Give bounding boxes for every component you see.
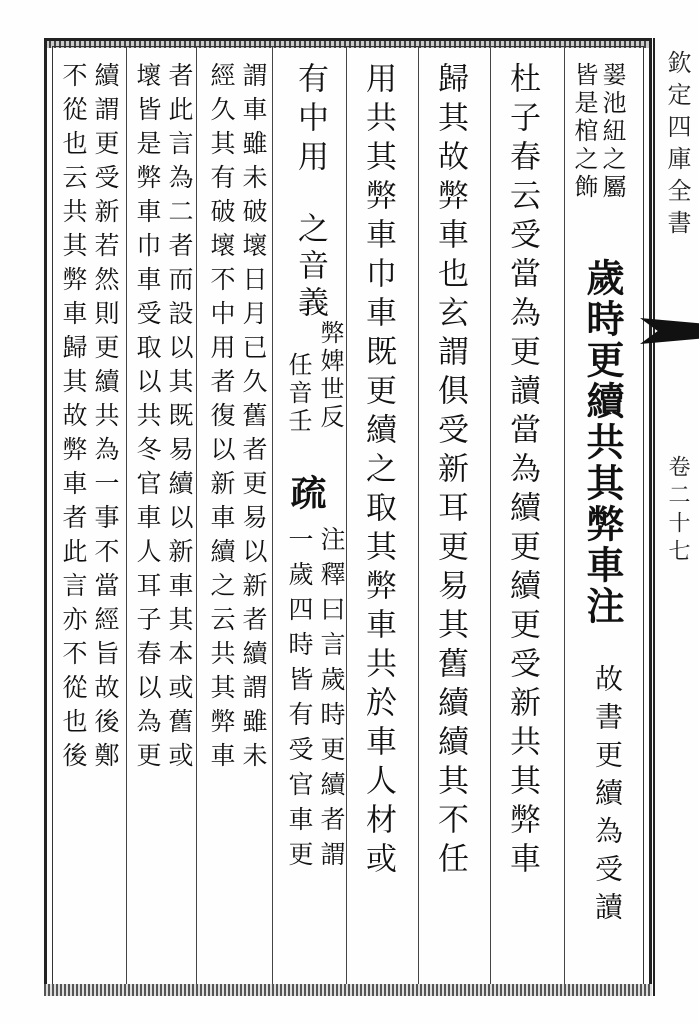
annotation-small-text: 弊婢世反	[316, 320, 344, 432]
column-divider	[272, 46, 273, 988]
annotation-small-text: 皆是棺之飾	[570, 62, 598, 202]
column-divider	[126, 46, 127, 988]
annotation-text: 故書更續為受讀	[591, 664, 624, 930]
annotation-text: 不從也云共其弊車歸其故弊車者此言亦不從也後	[59, 62, 88, 776]
column-divider	[564, 46, 565, 988]
annotation-text: 經久其有破壞不中用者復以新車續之云共其弊車	[207, 62, 236, 776]
text-column: 有中用	[292, 62, 328, 179]
column-divider	[418, 46, 419, 988]
column-divider	[490, 46, 491, 988]
annotation-text: 續謂更受新若然則更續共為一事不當經旨故後鄭	[91, 62, 120, 776]
bottom-border-band	[44, 984, 652, 996]
annotation-small-text: 翣池紐之屬	[598, 62, 626, 202]
annotation-text: 者此言為二者而設以其既易續以新車其本或舊或	[165, 62, 194, 776]
annotation-text: 壞皆是弊車巾車受取以共冬官車人耳子春以為更	[133, 62, 162, 776]
annotation-text: 一歲四時皆有受官車更	[285, 526, 314, 876]
annotation-text: 注釋曰言歲時更續者謂	[317, 526, 346, 876]
column-divider	[346, 46, 347, 988]
margin-book-title: 欽定四庫全書	[663, 50, 691, 242]
margin-juan-number: 卷二十七	[665, 455, 690, 567]
shu-marker: 疏	[285, 474, 327, 513]
text-column: 杜子春云受當為更讀當為續更續更受新共其弊車	[504, 62, 540, 881]
column-divider	[196, 46, 197, 988]
annotation-text: 謂車雖未破壞日月已久舊者更易以新者續謂雖未	[239, 62, 268, 776]
text-column: 用共其弊車巾車既更續之取其弊車共於車人材或	[360, 62, 396, 881]
main-text-column: 歲時更續共其弊車注	[580, 258, 625, 627]
text-column: 歸其故弊車也玄謂俱受新耳更易其舊續續其不任	[432, 62, 468, 881]
text-column: 之音義	[292, 212, 328, 323]
annotation-small-text: 任音壬	[284, 352, 312, 436]
